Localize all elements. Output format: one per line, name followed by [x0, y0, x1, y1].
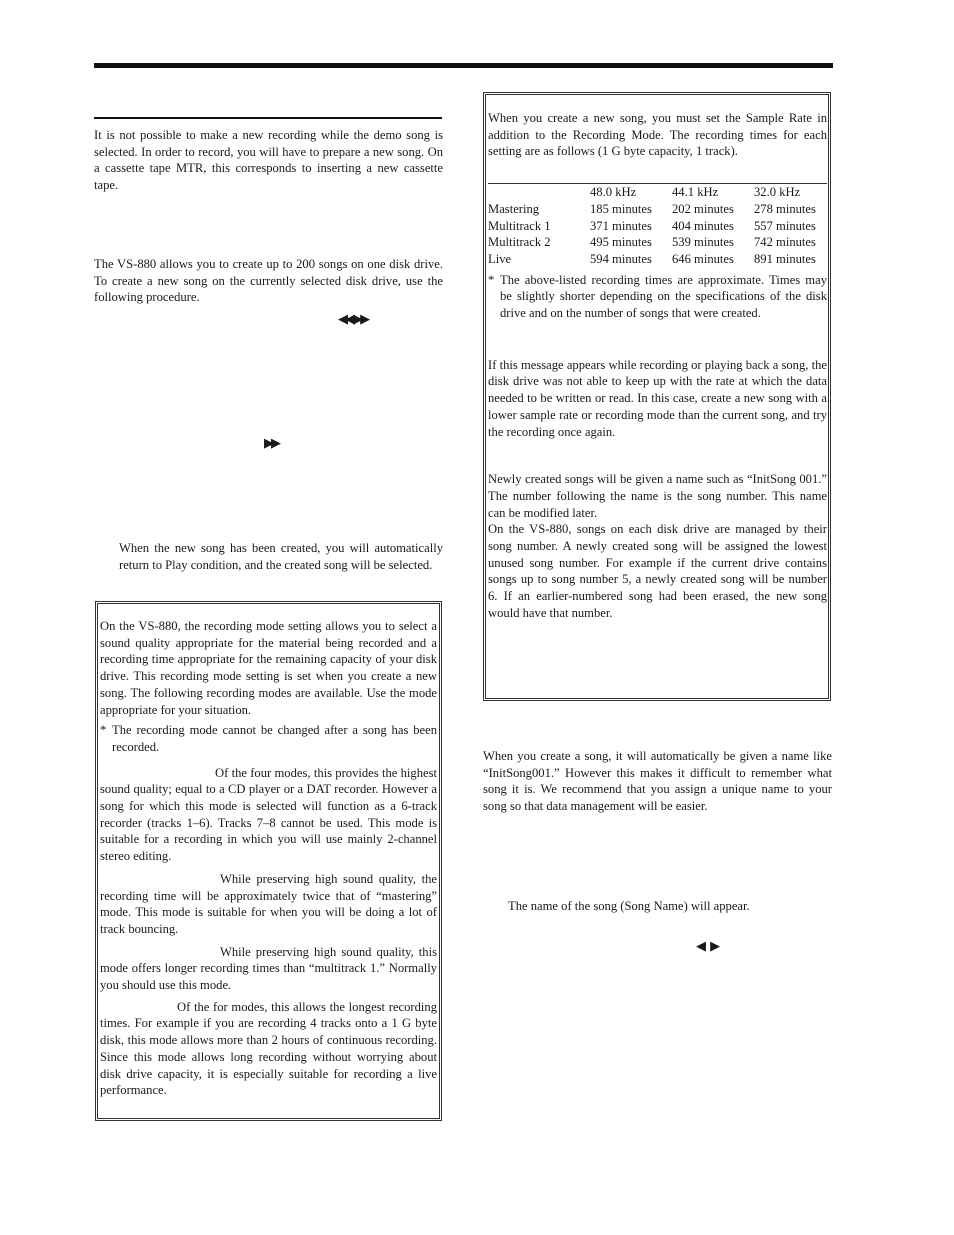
song-number-paragraph: On the VS-880, songs on each disk drive are managed by their song number. A newly created song will be assigned the lowest unused song number. For example if the current drive contains songs up to song number 5, a newly created song will be number 6. If an earlier-numbered song had been erased, the new song would have that number. — [488, 522, 827, 620]
table-row: Live 594 minutes 646 minutes 891 minutes — [488, 251, 816, 266]
song-name-paragraph: When you create a song, it will automatically be given a name like “InitSong001.” However this makes it difficult to remember what song it is. We recommend that you assign a unique name to your song so that data management will be easier. — [483, 749, 832, 814]
sample-rate-intro: When you create a new song, you must set the Sample Rate in addition to the Recording Mode. The recording times for each setting are as follows (1 G byte capacity, 1 track). — [488, 111, 827, 159]
rewind-fastforward-icon: ◀◀ ▶▶ — [338, 312, 368, 327]
mode-intro: On the VS-880, the recording mode setting allows you to select a sound quality appropriate for the material being recorded and a recording time appropriate for the remaining capacity of your disk drive. This recording mode setting is set when you create a new song. The following recording modes are available. Use the mode appropriate for your situation. — [100, 619, 437, 717]
mastering-description: Of the four modes, this provides the highest sound quality; equal to a CD player or a DAT recorder. However a song for which this mode is selected will function as a 6-track recorder (tracks 1–6). Tracks 7–8 cannot be used. This mode is suitable for a recording in which you will use mainly 2-channel stereo editing. — [100, 765, 437, 864]
section-rule — [94, 117, 442, 119]
mode-note: * The recording mode cannot be changed after a song has been recorded. — [100, 723, 437, 754]
naming-paragraph: Newly created songs will be given a name such as “InitSong 001.” The number following the name is the song number. This name can be modified later. — [488, 472, 827, 520]
table-row: Multitrack 1 371 minutes 404 minutes 557 minutes — [488, 218, 816, 233]
table-header-cell: 44.1 kHz — [672, 185, 719, 200]
table-row: Mastering 185 minutes 202 minutes 278 minutes — [488, 201, 816, 216]
header-rule — [94, 63, 833, 68]
multitrack2-description: While preserving high sound quality, this mode offers longer recording times than “multitrack 1.” Normally you should use this mode. — [100, 944, 437, 993]
table-header-cell: 32.0 kHz — [754, 185, 801, 200]
after-create-paragraph: When the new song has been created, you will automatically return to Play condition, and the created song will be selected. — [119, 541, 443, 572]
live-description: Of the for modes, this allows the longest recording times. For example if you are recording 4 tracks onto a 1 G byte disk, this mode allows more than 2 hours of continuous recording. Since this mode allows long recording without worrying about disk drive capacity, it is especially suitable for recording a live performance. — [100, 999, 437, 1098]
times-note: * The above-listed recording times are approximate. Times may be slightly shorter depending on the specifications of the disk drive and on the number of songs that were created. — [488, 272, 827, 321]
recording-times-table — [488, 184, 827, 268]
song-name-appears-line: The name of the song (Song Name) will appear. — [508, 899, 750, 913]
table-row: Multitrack 2 495 minutes 539 minutes 742 minutes — [488, 235, 816, 250]
table-header-row — [488, 184, 827, 201]
recording-mode-box — [97, 603, 440, 1119]
intro-paragraph: It is not possible to make a new recording while the demo song is selected. In order to record, you will have to prepare a new song. On a cassette tape MTR, this corresponds to inserting a new cassette tape. — [94, 128, 443, 193]
fastforward-icon: ▶▶ — [264, 436, 278, 451]
table-header-cell: 48.0 kHz — [590, 185, 637, 200]
disk-busy-paragraph: If this message appears while recording or playing back a song, the disk drive was not able to keep up with the rate at which the data needed to be written or read. In this case, create a new song with a lower sample rate or recording mode than the current song, and try the recording once again. — [488, 357, 827, 439]
create-song-paragraph: The VS-880 allows you to create up to 200 songs on one disk drive. To create a new song on the currently selected disk drive, use the following procedure. — [94, 257, 443, 305]
sample-rate-box — [485, 94, 829, 699]
multitrack1-description: While preserving high sound quality, the recording time will be approximately twice that of “mastering” mode. This mode is suitable for when you will be doing a lot of track bouncing. — [100, 871, 437, 936]
cursor-left-right-icon: ◀ ▶ — [696, 939, 721, 954]
